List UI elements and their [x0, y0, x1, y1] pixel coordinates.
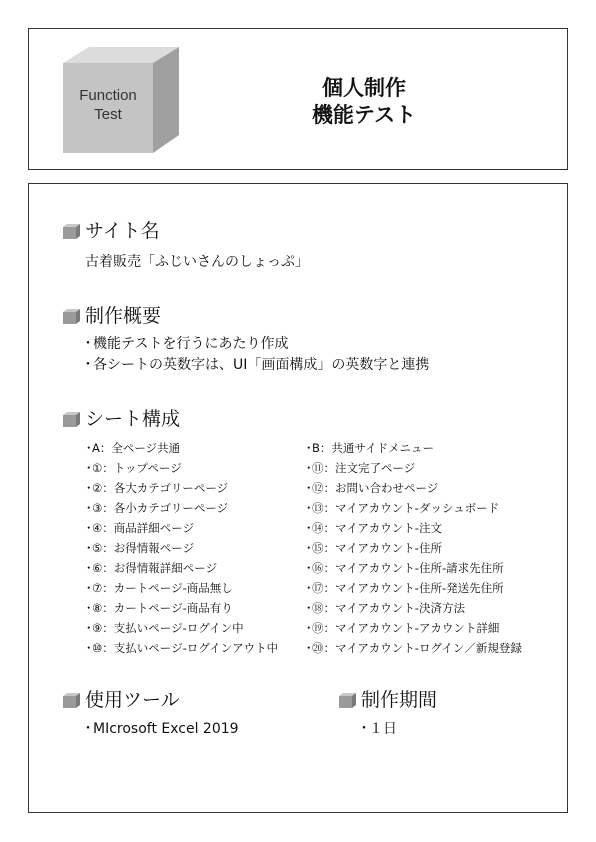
sheet-item: [83, 538, 278, 558]
cube-side-face: [153, 47, 179, 153]
section-cube-icon: [63, 309, 80, 324]
bullet: ・: [303, 541, 315, 555]
bullet: ・: [303, 461, 315, 475]
section-title: 使用ツール: [85, 689, 180, 711]
sheet-item: [83, 438, 278, 458]
overview-item: [81, 355, 429, 376]
cube-label-line-2: Test: [94, 106, 122, 123]
sheet-item: [303, 498, 522, 518]
sheet-item: [83, 518, 278, 538]
sheet-item-text: ⑪：注文完了ページ: [312, 461, 416, 475]
sheet-item-text: ⑥：お得情報詳細ページ: [92, 561, 218, 575]
sheet-item: [303, 478, 522, 498]
section-period: [339, 687, 438, 740]
section-title: 制作期間: [361, 689, 438, 711]
sheet-item: [303, 578, 522, 598]
bullet: ・: [83, 601, 95, 615]
bullet: ・: [83, 481, 95, 495]
sheet-list-right: [303, 438, 522, 658]
section-cube-icon: [339, 693, 356, 708]
bullet: ・: [83, 461, 95, 475]
sheet-item: [303, 538, 522, 558]
title-line-1: 個人制作: [322, 76, 406, 100]
bullet: ・: [81, 357, 95, 373]
section-heading: [63, 687, 239, 713]
bullet: ・: [303, 441, 315, 455]
overview-item-text: 機能テストを行うにあたり作成: [93, 336, 289, 352]
bullet: ・: [303, 621, 315, 635]
bullet: ・: [83, 501, 95, 515]
header-panel: [28, 28, 568, 170]
sheet-item-text: ④：商品詳細ページ: [92, 521, 195, 535]
sheet-item-text: ⑰：マイアカウント-住所-発送先住所: [312, 581, 504, 595]
tool-item: [81, 719, 239, 740]
sheet-item: [303, 598, 522, 618]
bullet: ・: [303, 581, 315, 595]
cube-label: [63, 86, 153, 124]
bullet: ・: [303, 521, 315, 535]
bullet: ・: [303, 561, 315, 575]
sheet-item-text: A：全ページ共通: [92, 441, 181, 455]
cube-label-line-1: Function: [79, 87, 137, 104]
period-item: [357, 719, 397, 740]
bullet: ・: [83, 621, 95, 635]
sheet-item-text: ⑫：お問い合わせページ: [312, 481, 439, 495]
bullet: ・: [83, 641, 95, 655]
bullet: ・: [83, 521, 95, 535]
section-title: 制作概要: [85, 305, 162, 327]
content-panel: [28, 183, 568, 813]
section-heading: [63, 218, 309, 244]
sheet-item-text: ⑯：マイアカウント-住所-請求先住所: [312, 561, 504, 575]
bullet: ・: [303, 601, 315, 615]
sheet-item-text: ⑱：マイアカウント-決済方法: [312, 601, 465, 615]
bullet: ・: [357, 721, 371, 737]
bullet: ・: [83, 541, 95, 555]
bullet: ・: [83, 581, 95, 595]
sheet-item-text: ⑤：お得情報ページ: [92, 541, 195, 555]
sheet-item: [303, 638, 522, 658]
sheet-item-text: ⑬：マイアカウント-ダッシュボード: [312, 501, 500, 515]
section-cube-icon: [63, 693, 80, 708]
sheet-item-text: ⑦：カートページ-商品無し: [92, 581, 233, 595]
sheet-item: [303, 518, 522, 538]
bullet: ・: [303, 501, 315, 515]
sheet-item-text: ⑲：マイアカウント-アカウント詳細: [312, 621, 500, 635]
site-name-text: 古着販売「ふじいさんのしょっぷ」: [85, 254, 309, 270]
sheet-item: [303, 438, 522, 458]
sheet-item-text: ①：トップページ: [92, 461, 182, 475]
section-title: シート構成: [85, 408, 181, 430]
sheet-item-text: ⑩：支払いページ-ログインアウト中: [92, 641, 279, 655]
section-cube-icon: [63, 224, 80, 239]
period-item-text: １日: [369, 721, 397, 737]
sheet-item-text: B：共通サイドメニュー: [312, 441, 434, 455]
tool-item-text: MIcrosoft Excel 2019: [93, 721, 239, 737]
sheet-item: [303, 458, 522, 478]
sheet-item: [83, 558, 278, 578]
overview-item: [81, 334, 429, 355]
sheet-item-text: ②：各大カテゴリーページ: [92, 481, 229, 495]
bullet: ・: [81, 336, 95, 352]
bullet: ・: [303, 481, 315, 495]
bullet: ・: [83, 561, 95, 575]
bullet: ・: [81, 721, 95, 737]
sheet-list-left: [83, 438, 278, 658]
overview-item-text: 各シートの英数字は、UI「画面構成」の英数字と連携: [93, 357, 430, 373]
sheet-item-text: ⑳：マイアカウント-ログイン／新規登録: [312, 641, 522, 655]
sheet-item: [83, 618, 278, 638]
section-heading: [339, 687, 438, 713]
sheet-item-text: ⑮：マイアカウント-住所: [312, 541, 442, 555]
section-title: サイト名: [85, 220, 160, 242]
sheet-item: [303, 618, 522, 638]
sheet-item: [83, 578, 278, 598]
bullet: ・: [303, 641, 315, 655]
sheet-item-text: ⑧：カートページ-商品有り: [92, 601, 233, 615]
section-site-name: [63, 218, 309, 273]
sheet-item: [83, 598, 278, 618]
sheet-item: [83, 498, 278, 518]
section-tools: [63, 687, 239, 740]
sheet-item: [83, 458, 278, 478]
sheet-item: [83, 638, 278, 658]
sheet-item: [303, 558, 522, 578]
title-line-2: 機能テスト: [311, 103, 417, 127]
sheet-item: [83, 478, 278, 498]
section-overview: [63, 303, 429, 376]
section-heading: [63, 303, 429, 329]
sheet-item-text: ⑭：マイアカウント-注文: [312, 521, 442, 535]
sheet-item-text: ③：各小カテゴリーページ: [92, 501, 229, 515]
section-cube-icon: [63, 412, 80, 427]
bullet: ・: [83, 441, 95, 455]
sheet-item-text: ⑨：支払いページ-ログイン中: [92, 621, 244, 635]
document-title: [259, 75, 469, 129]
